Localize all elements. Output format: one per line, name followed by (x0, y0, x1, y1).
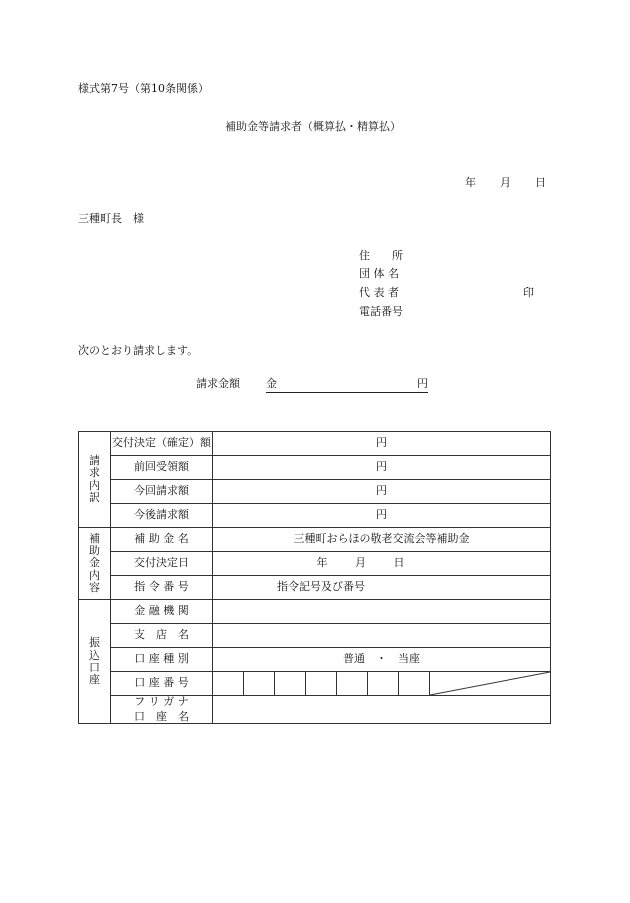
group-transfer-account: 振 込 口 座 (79, 600, 111, 724)
current-request-label: 今回請求額 (111, 480, 213, 504)
previous-received-label: 前回受領額 (111, 456, 213, 480)
decision-year: 年 (316, 556, 328, 570)
account-type-field[interactable]: 普通 ・ 当座 (213, 648, 551, 672)
request-amount-unit: 円 (417, 377, 428, 390)
previous-received-field[interactable]: 円 (213, 456, 551, 480)
account-digit-7[interactable] (399, 672, 430, 696)
account-holder-label: 口 座 名 (134, 710, 189, 724)
furigana-label: フ リ ガ ナ (134, 695, 189, 708)
diagonal-slash (430, 672, 550, 695)
group-subsidy-content: 補 助 金 内 容 (79, 528, 111, 600)
request-amount-label: 請求金額 (196, 377, 240, 390)
phone-label: 電話番号 (359, 305, 403, 318)
address-label: 住 所 (359, 249, 403, 262)
decision-date-label: 交付決定日 (111, 552, 213, 576)
date-year: 年 (465, 176, 476, 189)
intro-text: 次のとおり請求します。 (78, 344, 199, 357)
account-digit-2[interactable] (244, 672, 275, 696)
date-day: 日 (535, 176, 546, 189)
group-name-label: 団 体 名 (359, 267, 399, 280)
future-request-label: 今後請求額 (111, 504, 213, 528)
account-digit-6[interactable] (368, 672, 399, 696)
account-digit-4[interactable] (306, 672, 337, 696)
account-number-unused-cell (430, 672, 551, 696)
document-title: 補助金等請求者（概算払・精算払） (225, 120, 401, 133)
form-number: 様式第7号（第10条関係） (78, 82, 209, 95)
request-amount-line (266, 378, 428, 393)
group-request-breakdown: 請 求 内 訳 (79, 432, 111, 528)
decided-amount-label: 交付決定（確定）額 (111, 432, 213, 456)
date-month: 月 (500, 176, 511, 189)
directive-number-field[interactable] (213, 576, 551, 600)
account-name-label (111, 696, 213, 724)
branch-label: 支 店 名 (111, 624, 213, 648)
bank-field[interactable] (213, 600, 551, 624)
account-digit-3[interactable] (275, 672, 306, 696)
directive-number-label: 指 令 番 号 (111, 576, 213, 600)
subsidy-name-label: 補 助 金 名 (111, 528, 213, 552)
subsidy-name-value: 三種町おらほの敬老交流会等補助金 (213, 528, 551, 552)
request-amount-prefix: 金 (266, 377, 277, 390)
decision-month: 月 (355, 556, 366, 570)
addressee: 三種町長 様 (78, 212, 144, 225)
decided-amount-field[interactable]: 円 (213, 432, 551, 456)
bank-label: 金 融 機 関 (111, 600, 213, 624)
branch-field[interactable] (213, 624, 551, 648)
representative-label: 代 表 者 (359, 286, 399, 299)
account-name-field[interactable] (213, 696, 551, 724)
future-request-field[interactable]: 円 (213, 504, 551, 528)
decision-date-field[interactable] (213, 552, 551, 576)
account-type-label: 口 座 種 別 (111, 648, 213, 672)
current-request-field[interactable]: 円 (213, 480, 551, 504)
account-digit-5[interactable] (337, 672, 368, 696)
request-detail-table (78, 431, 551, 724)
decision-day: 日 (393, 556, 405, 570)
account-number-label: 口 座 番 号 (111, 672, 213, 696)
account-digit-1[interactable] (213, 672, 244, 696)
directive-number-hint: 指令記号及び番号 (277, 580, 365, 594)
seal-mark: 印 (523, 286, 534, 299)
